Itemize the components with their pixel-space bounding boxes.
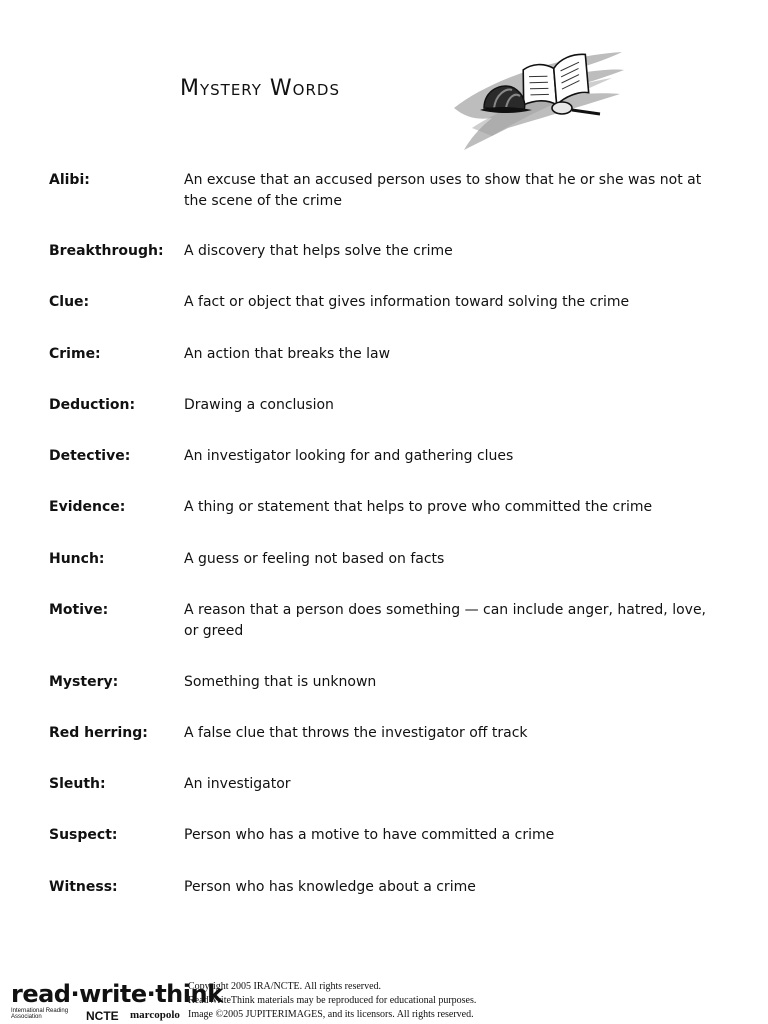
term-label: Evidence: xyxy=(49,499,126,515)
detective-illustration xyxy=(452,48,628,152)
term-label: Deduction: xyxy=(49,397,136,413)
marcopolo-logo: marcopolo xyxy=(130,1009,180,1021)
term-definition: Drawing a conclusion xyxy=(184,397,334,413)
copyright-line: ReadWriteThink materials may be reproduced for educational purposes. xyxy=(188,995,477,1006)
term-label: Witness: xyxy=(49,879,118,895)
page-title: Mystery Words xyxy=(180,76,340,101)
term-definition: An investigator looking for and gathering clues xyxy=(184,448,514,464)
term-definition: Person who has a motive to have committed a crime xyxy=(184,827,555,843)
term-label: Mystery: xyxy=(49,674,119,690)
term-definition: A false clue that throws the investigator off track xyxy=(184,725,528,741)
term-label: Hunch: xyxy=(49,551,105,567)
copyright-line: Image ©2005 JUPITERIMAGES, and its licensors. All rights reserved. xyxy=(188,1009,474,1020)
footer xyxy=(10,976,758,1022)
term-label: Red herring: xyxy=(49,725,148,741)
term-definition: An investigator xyxy=(184,776,291,792)
term-label: Clue: xyxy=(49,294,90,310)
term-definition: An action that breaks the law xyxy=(184,346,391,362)
term-definition: Person who has knowledge about a crime xyxy=(184,879,476,895)
term-definition: Something that is unknown xyxy=(184,674,377,690)
term-definition: A thing or statement that helps to prove who committed the crime xyxy=(184,499,653,515)
term-label: Crime: xyxy=(49,346,101,362)
term-definition: A fact or object that gives information toward solving the crime xyxy=(184,294,630,310)
term-label: Breakthrough: xyxy=(49,243,164,259)
term-label: Alibi: xyxy=(49,172,90,188)
ncte-logo: NCTE xyxy=(86,1009,119,1023)
term-label: Suspect: xyxy=(49,827,118,843)
copyright-notice xyxy=(188,980,476,1022)
term-definition: An excuse that an accused person uses to show that he or she was not at the scene of the crime xyxy=(184,172,702,209)
term-definition: A discovery that helps solve the crime xyxy=(184,243,453,259)
readwritethink-logo xyxy=(10,980,223,1023)
term-definition: A guess or feeling not based on facts xyxy=(184,551,445,567)
term-label: Detective: xyxy=(49,448,131,464)
logo-wordmark: read·write·think xyxy=(11,980,223,1008)
term-label: Motive: xyxy=(49,602,109,618)
term-label: Sleuth: xyxy=(49,776,106,792)
copyright-line: Copyright 2005 IRA/NCTE. All rights reserved. xyxy=(188,981,382,992)
term-definition: A reason that a person does something — can include anger, hatred, love, or greed xyxy=(184,602,707,639)
ira-logo-text: International Reading Association xyxy=(11,1008,69,1020)
